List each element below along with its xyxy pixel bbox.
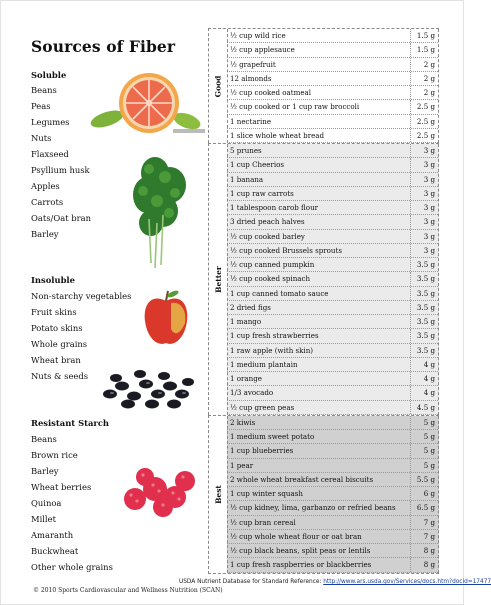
table-row — [227, 430, 438, 444]
list-item: Brown rice — [31, 450, 78, 460]
fiber-grams-cell: 3.5 g — [410, 287, 438, 300]
list-item: Legumes — [31, 117, 70, 127]
fiber-table — [208, 28, 439, 574]
table-row — [227, 58, 438, 72]
table-row — [227, 287, 438, 301]
table-row — [227, 29, 438, 43]
tier-best-rows — [227, 416, 439, 573]
fiber-grams-cell: 6 g — [410, 487, 438, 500]
fiber-grams-cell: 8 g — [410, 544, 438, 557]
food-cell: 3 dried peach halves — [230, 217, 305, 227]
tier-good-rows — [227, 29, 439, 143]
table-row — [227, 100, 438, 114]
food-cell: ½ cup kidney, lima, garbanzo or refried beans — [230, 503, 396, 513]
grapefruit-image — [87, 69, 207, 137]
food-cell: 12 almonds — [230, 73, 272, 83]
list-item: Other whole grains — [31, 562, 113, 572]
table-row — [227, 315, 438, 329]
food-cell: ½ cup cooked spinach — [230, 274, 311, 284]
food-cell: 1 cup fresh strawberries — [230, 331, 319, 341]
list-item: Buckwheat — [31, 546, 79, 556]
table-row — [227, 544, 438, 558]
table-row — [227, 258, 438, 272]
food-cell: ½ cup applesauce — [230, 45, 295, 55]
food-cell: ½ cup wild rice — [230, 31, 286, 41]
food-cell: 1 cup Cheerios — [230, 160, 285, 170]
table-row — [227, 487, 438, 501]
fiber-grams-cell: 3.5 g — [410, 329, 438, 342]
fiber-grams-cell: 4 g — [410, 386, 438, 399]
fiber-grams-cell: 5 g — [410, 459, 438, 472]
fiber-grams-cell: 3.5 g — [410, 272, 438, 285]
list-item: Peas — [31, 101, 51, 111]
table-row — [227, 86, 438, 100]
fiber-grams-cell: 5 g — [410, 416, 438, 429]
food-cell: ½ cup cooked barley — [230, 231, 305, 241]
fiber-grams-cell: 3 g — [410, 187, 438, 200]
list-item: Wheat berries — [31, 482, 92, 492]
food-cell: ½ cup green peas — [230, 402, 295, 412]
fiber-grams-cell: 5.5 g — [410, 473, 438, 486]
food-cell: 1 mango — [230, 317, 262, 327]
raspberries-image — [119, 463, 199, 519]
fiber-grams-cell: 3 g — [410, 201, 438, 214]
tier-label-better: Better — [213, 265, 223, 293]
tier-best — [208, 415, 439, 574]
food-cell: ½ cup canned pumpkin — [230, 260, 315, 270]
table-row — [227, 201, 438, 215]
table-row — [227, 158, 438, 172]
tier-good — [208, 28, 439, 143]
table-row — [227, 558, 438, 572]
food-cell: ½ grapefruit — [230, 59, 276, 69]
list-item: Nuts — [31, 133, 52, 143]
fiber-grams-cell: 2.5 g — [410, 100, 438, 113]
table-row — [227, 344, 438, 358]
food-cell: 2 kiwis — [230, 417, 256, 427]
table-row — [227, 516, 438, 530]
table-row — [227, 215, 438, 229]
fiber-grams-cell: 7 g — [410, 516, 438, 529]
food-cell: 1/3 avocado — [230, 388, 274, 398]
list-item: Barley — [31, 466, 59, 476]
food-cell: 1 medium plantain — [230, 359, 298, 369]
list-item: Whole grains — [31, 339, 88, 349]
fiber-grams-cell: 3 g — [410, 215, 438, 228]
table-row — [227, 244, 438, 258]
food-cell: 1 raw apple (with skin) — [230, 345, 314, 355]
source-link[interactable]: http://www.ars.usda.gov/Services/docs.htm?docid=17477 — [323, 579, 491, 585]
black-beans-image — [98, 364, 198, 412]
food-cell: ½ cup cooked oatmeal — [230, 88, 312, 98]
page-title: Sources of Fiber — [31, 37, 176, 56]
photo-credit-mark — [173, 129, 205, 133]
list-item: Apples — [31, 181, 60, 191]
source-text: USDA Nutrient Database for Standard Reference: — [179, 579, 322, 585]
fiber-grams-cell: 5 g — [410, 444, 438, 457]
table-row — [227, 301, 438, 315]
section-title-resistant-starch: Resistant Starch — [31, 418, 110, 428]
tier-better — [208, 143, 439, 415]
list-item: Amaranth — [31, 530, 74, 540]
fiber-grams-cell: 6.5 g — [410, 501, 438, 514]
food-cell: ½ cup cooked Brussels sprouts — [230, 245, 342, 255]
section-title-soluble: Soluble — [31, 70, 67, 80]
table-row — [227, 473, 438, 487]
table-row — [227, 173, 438, 187]
food-cell: 5 prunes — [230, 146, 262, 156]
fiber-grams-cell: 4 g — [410, 372, 438, 385]
table-row — [227, 129, 438, 143]
tier-label-best: Best — [213, 484, 223, 504]
table-row — [227, 501, 438, 515]
fiber-grams-cell: 3 g — [410, 230, 438, 243]
list-item: Potato skins — [31, 323, 83, 333]
fiber-grams-cell: 3 g — [410, 173, 438, 186]
table-row — [227, 329, 438, 343]
food-cell: ½ cup whole wheat flour or oat bran — [230, 531, 362, 541]
food-cell: 1 medium sweet potato — [230, 432, 315, 442]
food-cell: 1 cup fresh raspberries or blackberries — [230, 560, 372, 570]
food-cell: ½ cup cooked or 1 cup raw broccoli — [230, 102, 360, 112]
table-row — [227, 72, 438, 86]
copyright: © 2010 Sports Cardiovascular and Wellness Nutrition (SCAN) — [33, 587, 223, 594]
table-row — [227, 386, 438, 400]
fiber-grams-cell: 2 g — [410, 72, 438, 85]
kale-image — [125, 153, 195, 271]
apple-image — [141, 289, 191, 349]
table-row — [227, 187, 438, 201]
list-item: Quinoa — [31, 498, 62, 508]
food-cell: 1 banana — [230, 174, 264, 184]
table-row — [227, 372, 438, 386]
fiber-grams-cell: 7 g — [410, 530, 438, 543]
section-title-insoluble: Insoluble — [31, 275, 75, 285]
food-cell: ½ cup black beans, split peas or lentils — [230, 546, 371, 556]
food-cell: 1 cup blueberries — [230, 446, 294, 456]
food-cell: 1 orange — [230, 374, 262, 384]
fiber-grams-cell: 4.5 g — [410, 401, 438, 414]
source-citation — [179, 579, 491, 585]
fiber-grams-cell: 1.5 g — [410, 29, 438, 42]
list-item: Wheat bran — [31, 355, 81, 365]
table-row — [227, 144, 438, 158]
list-item: Psyllium husk — [31, 165, 90, 175]
food-cell: 1 cup winter squash — [230, 489, 303, 499]
table-row — [227, 115, 438, 129]
fiber-grams-cell: 4 g — [410, 358, 438, 371]
table-row — [227, 459, 438, 473]
food-cell: ½ cup bran cereal — [230, 517, 296, 527]
fiber-grams-cell: 5 g — [410, 430, 438, 443]
food-cell: 1 slice whole wheat bread — [230, 130, 325, 140]
list-item: Beans — [31, 85, 57, 95]
fiber-grams-cell: 3.5 g — [410, 301, 438, 314]
fiber-grams-cell: 2 g — [410, 86, 438, 99]
table-row — [227, 43, 438, 57]
table-row — [227, 530, 438, 544]
table-row — [227, 444, 438, 458]
fiber-grams-cell: 2.5 g — [410, 115, 438, 128]
list-item: Flaxseed — [31, 149, 69, 159]
fiber-grams-cell: 2.5 g — [410, 129, 438, 142]
list-item: Millet — [31, 514, 56, 524]
food-cell: 1 cup raw carrots — [230, 188, 294, 198]
list-item: Oats/Oat bran — [31, 213, 91, 223]
list-item: Nuts & seeds — [31, 371, 89, 381]
list-item: Beans — [31, 434, 57, 444]
food-cell: 2 dried figs — [230, 302, 271, 312]
fiber-grams-cell: 8 g — [410, 558, 438, 571]
table-row — [227, 416, 438, 430]
tier-better-rows — [227, 144, 439, 415]
fiber-grams-cell: 3 g — [410, 244, 438, 257]
food-cell: 1 pear — [230, 460, 254, 470]
table-row — [227, 272, 438, 286]
fiber-grams-cell: 3 g — [410, 158, 438, 171]
fiber-grams-cell: 2 g — [410, 58, 438, 71]
list-item: Fruit skins — [31, 307, 77, 317]
food-cell: 1 cup canned tomato sauce — [230, 288, 329, 298]
fiber-grams-cell: 3.5 g — [410, 344, 438, 357]
table-row — [227, 358, 438, 372]
fiber-grams-cell: 3.5 g — [410, 258, 438, 271]
fiber-grams-cell: 3.5 g — [410, 315, 438, 328]
list-item: Barley — [31, 229, 59, 239]
tier-label-good: Good — [213, 75, 223, 97]
list-item: Carrots — [31, 197, 64, 207]
table-row — [227, 401, 438, 415]
food-cell: 2 whole wheat breakfast cereal biscuits — [230, 474, 374, 484]
fiber-grams-cell: 1.5 g — [410, 43, 438, 56]
table-row — [227, 230, 438, 244]
food-cell: 1 tablespoon carob flour — [230, 203, 319, 213]
list-item: Non-starchy vegetables — [31, 291, 132, 301]
food-cell: 1 nectarine — [230, 116, 272, 126]
fiber-grams-cell: 3 g — [410, 144, 438, 157]
